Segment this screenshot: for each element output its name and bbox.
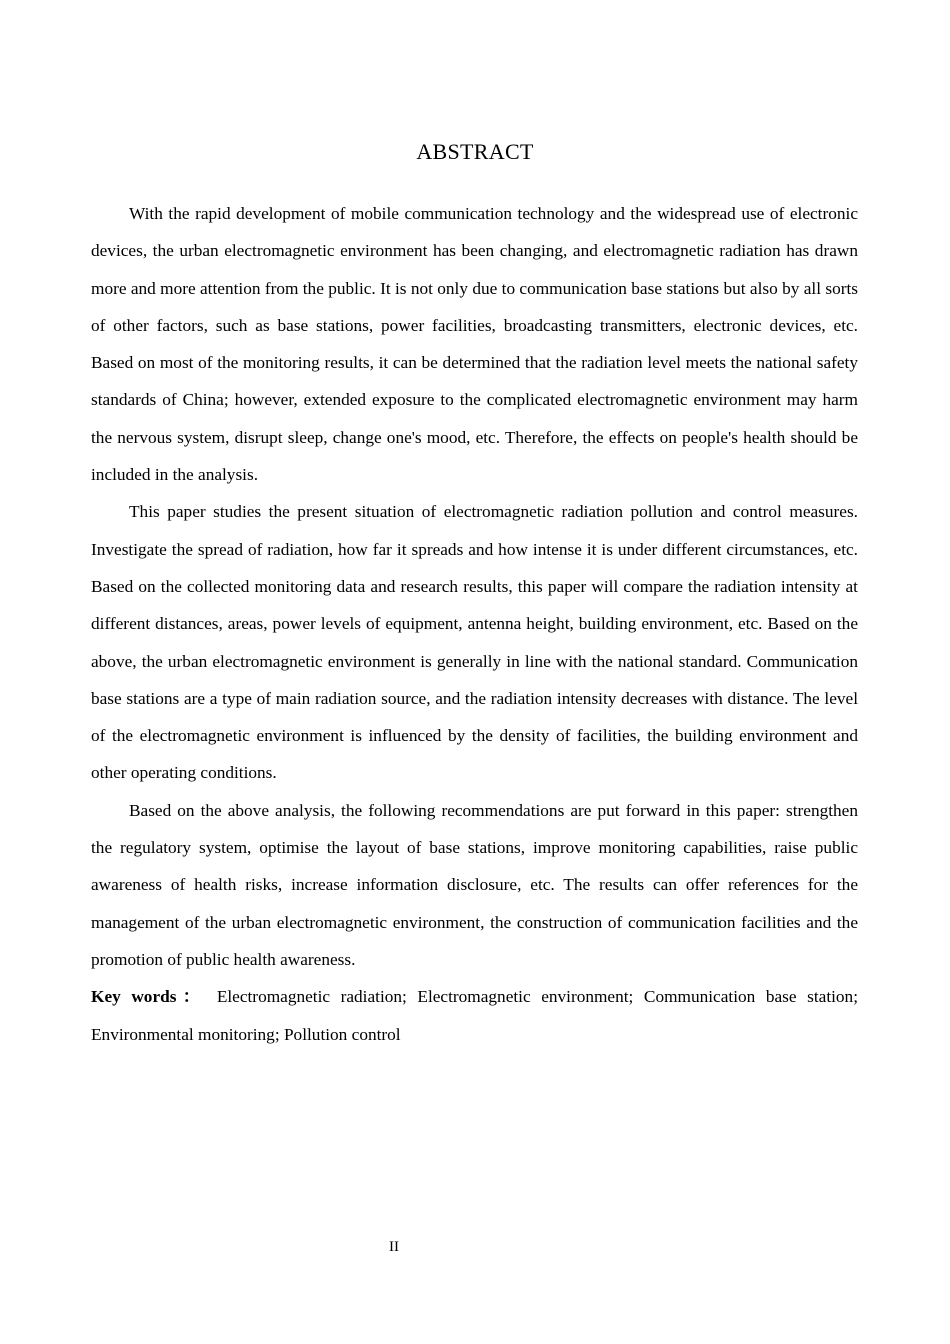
abstract-title: ABSTRACT (416, 139, 534, 164)
abstract-body (91, 195, 858, 1053)
abstract-paragraph-2: This paper studies the present situation of electromagnetic radiation pollution and control measures. Investigate the spread of radiation, how far it spreads and how intense it is under different circumstances, etc. Based on the collected monitoring data and research results, this paper will compare the radiation intensity at different distances, areas, power levels of equipment, antenna height, building environment, etc. Based on the above, the urban electromagnetic environment is generally in line with the national standard. Communication base stations are a type of main radiation source, and the radiation intensity decreases with distance. The level of the electromagnetic environment is influenced by the density of facilities, the building environment and other operating conditions. (91, 502, 858, 783)
keywords-text: Electromagnetic radiation; Electromagnetic environment; Communication base station; Environmental monitoring; Pollution control (91, 987, 858, 1044)
abstract-paragraph-1: With the rapid development of mobile communication technology and the widespread use of electronic devices, the urban electromagnetic environment has been changing, and electromagnetic radiation has drawn more and more attention from the public. It is not only due to communication base stations but also by all sorts of other factors, such as base stations, power facilities, broadcasting transmitters, electronic devices, etc. Based on most of the monitoring results, it can be determined that the radiation level meets the national safety standards of China; however, extended exposure to the complicated electromagnetic environment may harm the nervous system, disrupt sleep, change one's mood, etc. Therefore, the effects on people's health should be included in the analysis. (91, 204, 858, 485)
page-number: II (389, 1239, 399, 1255)
abstract-paragraph-3: Based on the above analysis, the following recommendations are put forward in this paper: strengthen the regulatory system, optimise the layout of base stations, improve monitoring capabilities, raise public awareness of health risks, increase information disclosure, etc. The results can offer references for the management of the urban electromagnetic environment, the construction of communication facilities and the promotion of public health awareness. (91, 800, 858, 969)
keywords-line (91, 978, 858, 1053)
keywords-label: Key words： (91, 987, 207, 1007)
